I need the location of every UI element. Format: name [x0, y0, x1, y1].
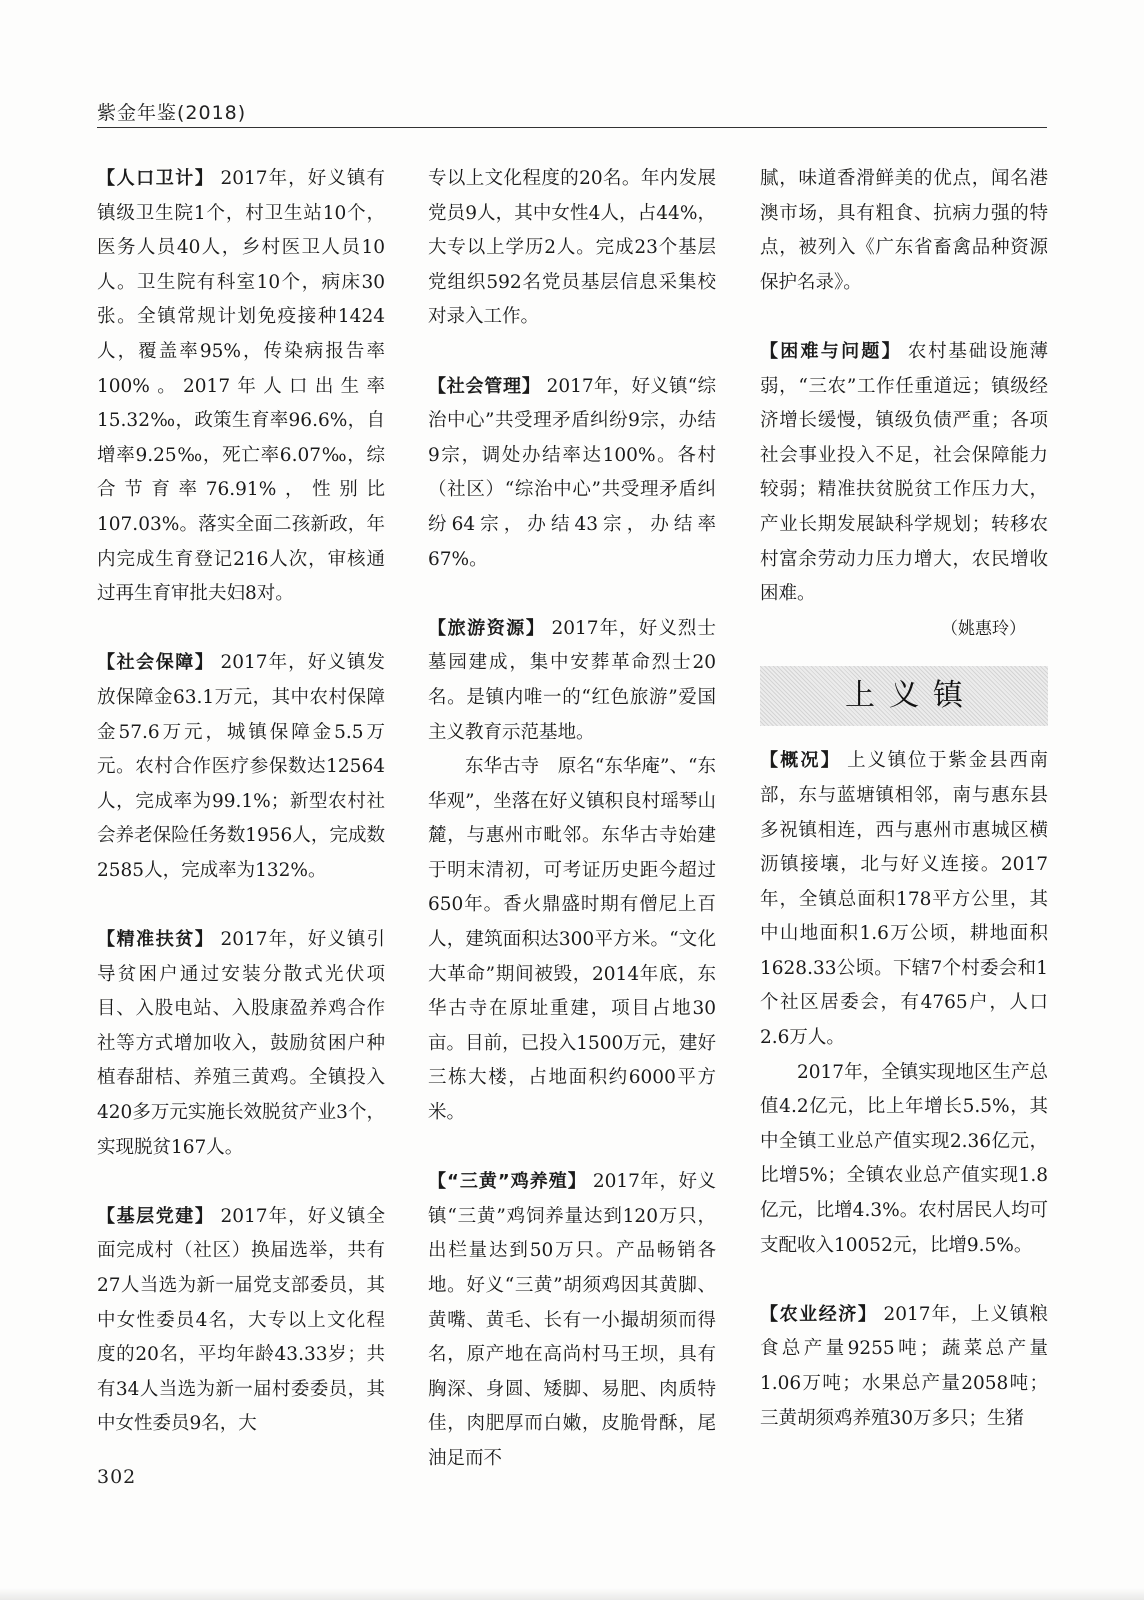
section-heading: 【基层党建】: [97, 1205, 215, 1227]
section-body: 2017年，好义镇引导贫困户通过安装分散式光伏项目、入股电站、入股康盈养鸡合作社等方式增加收入，鼓励贫困户种植春甜桔、养殖三黄鸡。全镇投入420多万元实施长效脱贫产业3个，实现脱贫167人。: [97, 929, 385, 1158]
column-3: [760, 162, 1048, 1436]
section-heading: 【社会管理】: [428, 375, 541, 397]
paragraph-donghua-temple: [428, 750, 716, 1131]
section-body: 2017年，好义镇全面完成村（社区）换届选举，共有27人当选为新一届党支部委员，其中女性委员4名，大专以上文化程度的20名，平均年龄43.33岁；共有34人当选为新一届村委委员，其中女性委员9名，大: [97, 1205, 385, 1435]
section-party-building: [97, 1200, 385, 1442]
section-body: 2017年，好义镇“综治中心”共受理矛盾纠纷9宗，办结9宗，调处办结率达100%。各村（社区）“综治中心”共受理矛盾纠纷64宗，办结43宗，办结率67%。: [428, 375, 716, 570]
section-heading: 【困难与问题】: [760, 340, 902, 362]
header-rule: [97, 127, 1047, 128]
section-body: 2017年，好义镇“三黄”鸡饲养量达到120万只，出栏量达到50万只。产品畅销各地。好义“三黄”胡须鸡因其黄脚、黄嘴、黄毛、长有一小撮胡须而得名，原产地在高尚村马王坝，具有胸深、身圆、矮脚、易肥、肉质特佳，肉肥厚而白嫩，皮脆骨酥，尾油足而不: [428, 1171, 716, 1469]
town-title: 上义镇: [845, 678, 977, 714]
section-body: 上义镇位于紫金县西南部，东与蓝塘镇相邻，南与惠东县多祝镇相连，西与惠州市惠城区横沥镇接壤，北与好义连接。2017年，全镇总面积178平方公里，其中山地面积1.6万公顷，耕地面积1628.33公顷。下辖7个村委会和1个社区居委会，有4765户，人口2.6万人。: [760, 750, 1048, 1049]
section-sanhuang-chicken-cont: [760, 162, 1048, 300]
section-body: 专以上文化程度的20名。年内发展党员9人，其中女性4人，占44%，大专以上学历2人。完成23个基层党组织592名党员基层信息采集校对录入工作。: [428, 168, 716, 328]
town-title-banner: [760, 666, 1048, 726]
section-tourism: [428, 612, 716, 750]
section-body: 2017年，上义镇粮食总产量9255吨；蔬菜总产量1.06万吨；水果总产量2058吨；三黄胡须鸡养殖30万多只；生猪: [760, 1303, 1048, 1429]
section-difficulties: [760, 335, 1048, 612]
section-population-health: [97, 162, 385, 612]
section-social-management: [428, 370, 716, 578]
section-body: 2017年，好义烈士墓园建成，集中安葬革命烈士20名。是镇内唯一的“红色旅游”爱国主义教育示范基地。: [428, 617, 716, 743]
section-heading: 【精准扶贫】: [97, 929, 215, 951]
section-body: 东华古寺 原名“东华庵”、“东华观”，坐落在好义镇积良村瑶琴山麓，与惠州市毗邻。东华古寺始建于明末清初，可考证历史距今超过650年。香火鼎盛时期有僧尼上百人，建筑面积达300平方米。“文化大革命”期间被毁，2014年底，东华古寺在原址重建，项目占地30亩。目前，已投入1500万元，建好三栋大楼，占地面积约6000平方米。: [428, 756, 716, 1124]
column-2: [428, 162, 716, 1477]
section-sanhuang-chicken: [428, 1165, 716, 1476]
section-body: 2017年，好义镇有镇级卫生院1个，村卫生站10个，医务人员40人，乡村医卫人员10人。卫生院有科室10个，病床30张。全镇常规计划免疫接种1424人，覆盖率95%，传染病报告率100%。2017年人口出生率15.32‰，政策生育率96.6%，自增率9.25‰，死亡率6.07‰，综合节育率76.91%，性别比107.03%。落实全面二孩新政，年内完成生育登记216人次，审核通过再生育审批夫妇8对。: [97, 168, 385, 605]
section-body: 农村基础设施薄弱，“三农”工作任重道远；镇级经济增长缓慢，镇级负债严重；各项社会事业投入不足，社会保障能力较弱；精准扶贫脱贫工作压力大，产业长期发展缺科学规划；转移农村富余劳动力压力增大，农民增收困难。: [760, 340, 1048, 605]
section-poverty-alleviation: [97, 923, 385, 1165]
paragraph-economy: [760, 1056, 1048, 1264]
section-social-security: [97, 646, 385, 888]
section-overview: [760, 744, 1048, 1055]
section-agriculture: [760, 1298, 1048, 1436]
section-body: 腻，味道香滑鲜美的优点，闻名港澳市场，具有粗食、抗病力强的特点，被列入《广东省畜禽品种资源保护名录》。: [760, 168, 1048, 293]
author-signature: （姚惠玲）: [941, 618, 1026, 639]
section-heading: 【概况】: [760, 750, 842, 772]
section-heading: 【旅游资源】: [428, 617, 546, 639]
section-heading: 【农业经济】: [760, 1303, 878, 1325]
section-body: 2017年，全镇实现地区生产总值4.2亿元，比上年增长5.5%，其中全镇工业总产值实现2.36亿元，比增5%；全镇农业总产值实现1.8亿元，比增4.3%。农村居民人均可支配收入10052元，比增9.5%。: [760, 1061, 1048, 1256]
page-number: 302: [97, 1466, 137, 1488]
section-body: 2017年，好义镇发放保障金63.1万元，其中农村保障金57.6万元，城镇保障金5.5万元。农村合作医疗参保数达12564人，完成率为99.1%；新型农村社会养老保险任务数1956人，完成数2585人，完成率为132%。: [97, 652, 385, 881]
column-1: [97, 162, 385, 1442]
section-party-building-cont: [428, 162, 716, 335]
section-heading: 【社会保障】: [97, 652, 215, 674]
section-heading: 【“三黄”鸡养殖】: [428, 1171, 587, 1193]
scan-edge-shadow: [0, 1588, 1144, 1600]
running-header: 紫金年鉴(2018): [97, 102, 247, 124]
section-heading: 【人口卫计】: [97, 168, 215, 189]
